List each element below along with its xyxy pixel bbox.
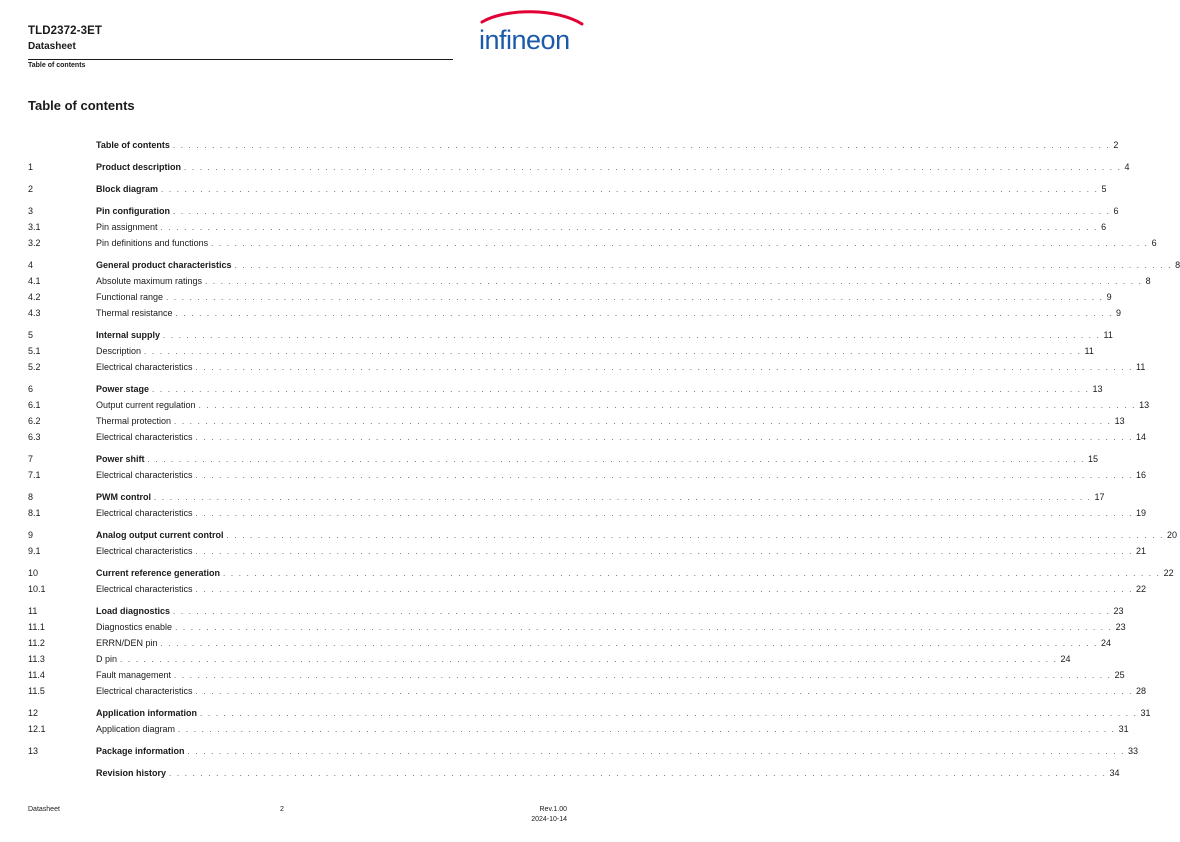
- toc-entry-page[interactable]: 6: [1113, 206, 1119, 216]
- toc-dot-leader: . . . . . . . . . . . . . . . . . . . . . . . . . . . . . . . . . . . . . . . . . . . . . . . . . . . . . . . . . . . . . . . . . . . . . . . . . . . . . . . . . . . . . . . . . . . . . . . . . . . . . . . . . . . . . . . . . . . . . . . .: [172, 140, 1111, 150]
- toc-section-entry[interactable]: [28, 619, 1126, 635]
- toc-dot-leader: . . . . . . . . . . . . . . . . . . . . . . . . . . . . . . . . . . . . . . . . . . . . . . . . . . . . . . . . . . . . . . . . . . . . . . . . . . . . . . . . . . . . . . . . . . . . . . . . . . . . . . . . . . . . . . . . . . . . . . . .: [198, 400, 1137, 410]
- toc-entry-number: 11.3: [28, 654, 45, 664]
- toc-dot-leader: . . . . . . . . . . . . . . . . . . . . . . . . . . . . . . . . . . . . . . . . . . . . . . . . . . . . . . . . . . . . . . . . . . . . . . . . . . . . . . . . . . . . . . . . . . . . . . . . . . . . . . . . . . . . . . . . . . . . . . . .: [154, 492, 1092, 502]
- toc-section-entry[interactable]: [28, 429, 1147, 445]
- toc-entry-title[interactable]: Description: [96, 346, 142, 356]
- toc-dot-leader: . . . . . . . . . . . . . . . . . . . . . . . . . . . . . . . . . . . . . . . . . . . . . . . . . . . . . . . . . . . . . . . . . . . . . . . . . . . . . . . . . . . . . . . . . . . . . . . . . . . . . . . . . . . . . . . . . . . . . . . .: [195, 508, 1134, 518]
- toc-chapter-entry[interactable]: [28, 381, 1103, 397]
- toc-chapter-entry[interactable]: [28, 203, 1119, 219]
- toc-entry-number: 9.1: [28, 546, 41, 556]
- toc-dot-leader: . . . . . . . . . . . . . . . . . . . . . . . . . . . . . . . . . . . . . . . . . . . . . . . . . . . . . . . . . . . . . . . . . . . . . . . . . . . . . . . . . . . . . . . . . . . . . . . . . . . . . . . . . . . . . . . . . . . . . . . .: [144, 346, 1082, 356]
- toc-dot-leader: . . . . . . . . . . . . . . . . . . . . . . . . . . . . . . . . . . . . . . . . . . . . . . . . . . . . . . . . . . . . . . . . . . . . . . . . . . . . . . . . . . . . . . . . . . . . . . . . . . . . . . . . . . . . . . . . . . . . . . . .: [160, 222, 1099, 232]
- toc-dot-leader: . . . . . . . . . . . . . . . . . . . . . . . . . . . . . . . . . . . . . . . . . . . . . . . . . . . . . . . . . . . . . . . . . . . . . . . . . . . . . . . . . . . . . . . . . . . . . . . . . . . . . . . . . . . . . . . . . . . . . . . .: [173, 206, 1111, 216]
- toc-entry-number: 3.2: [28, 238, 41, 248]
- toc-entry-page[interactable]: 8: [1145, 276, 1151, 286]
- toc-entry-page[interactable]: 23: [1115, 622, 1126, 632]
- toc-chapter-entry[interactable]: [28, 257, 1180, 273]
- toc-chapter-entry[interactable]: [28, 159, 1130, 175]
- toc-entry-title[interactable]: Thermal resistance: [96, 308, 173, 318]
- toc-entry-title[interactable]: General product characteristics: [96, 260, 232, 270]
- toc-entry-number: 9: [28, 530, 34, 540]
- toc-dot-leader: . . . . . . . . . . . . . . . . . . . . . . . . . . . . . . . . . . . . . . . . . . . . . . . . . . . . . . . . . . . . . . . . . . . . . . . . . . . . . . . . . . . . . . . . . . . . . . . . . . . . . . . . . . . . . . . . . . . . . . . .: [184, 162, 1122, 172]
- toc-entry-page[interactable]: 8: [1175, 260, 1180, 270]
- toc-entry-page[interactable]: 28: [1136, 686, 1147, 696]
- toc-entry-number: 10: [28, 568, 39, 578]
- toc-entry-page[interactable]: 9: [1106, 292, 1112, 302]
- toc-entry-title[interactable]: Diagnostics enable: [96, 622, 173, 632]
- toc-chapter-entry[interactable]: [28, 743, 1139, 759]
- toc-entry-number: 11.1: [28, 622, 45, 632]
- toc-entry-title[interactable]: Functional range: [96, 292, 164, 302]
- toc-entry-number: 6.1: [28, 400, 41, 410]
- toc-dot-leader: . . . . . . . . . . . . . . . . . . . . . . . . . . . . . . . . . . . . . . . . . . . . . . . . . . . . . . . . . . . . . . . . . . . . . . . . . . . . . . . . . . . . . . . . . . . . . . . . . . . . . . . . . . . . . . . . . . . . . . . .: [234, 260, 1173, 270]
- toc-section-entry[interactable]: [28, 219, 1107, 235]
- toc-section-entry[interactable]: [28, 413, 1125, 429]
- toc-section-entry[interactable]: [28, 359, 1146, 375]
- toc-entry-page[interactable]: 15: [1088, 454, 1099, 464]
- toc-entry-number: 7: [28, 454, 34, 464]
- toc-entry-page[interactable]: 16: [1136, 470, 1147, 480]
- toc-section-entry[interactable]: [28, 343, 1094, 359]
- toc-section-entry[interactable]: [28, 581, 1147, 597]
- toc-dot-leader: . . . . . . . . . . . . . . . . . . . . . . . . . . . . . . . . . . . . . . . . . . . . . . . . . . . . . . . . . . . . . . . . . . . . . . . . . . . . . . . . . . . . . . . . . . . . . . . . . . . . . . . . . . . . . . . . . . . . . . . .: [195, 470, 1134, 480]
- toc-entry-title[interactable]: Output current regulation: [96, 400, 196, 410]
- toc-entry-number: 4.2: [28, 292, 41, 302]
- toc-chapter-entry[interactable]: [28, 451, 1099, 467]
- toc-entry-title[interactable]: Package information: [96, 746, 185, 756]
- toc-entry-page[interactable]: 11: [1103, 330, 1113, 340]
- toc-entry-title[interactable]: Electrical characteristics: [96, 686, 193, 696]
- toc-dot-leader: . . . . . . . . . . . . . . . . . . . . . . . . . . . . . . . . . . . . . . . . . . . . . . . . . . . . . . . . . . . . . . . . . . . . . . . . . . . . . . . . . . . . . . . . . . . . . . . . . . . . . . . . . . . . . . . . . . . . . . . .: [223, 568, 1161, 578]
- toc-entry-page[interactable]: 5: [1101, 184, 1107, 194]
- toc-chapter-entry[interactable]: [28, 765, 1120, 781]
- toc-section-entry[interactable]: [28, 543, 1147, 559]
- toc-section-entry[interactable]: [28, 289, 1112, 305]
- toc-entry-number: 12: [28, 708, 39, 718]
- toc-entry-number: 11.2: [28, 638, 45, 648]
- toc-dot-leader: . . . . . . . . . . . . . . . . . . . . . . . . . . . . . . . . . . . . . . . . . . . . . . . . . . . . . . . . . . . . . . . . . . . . . . . . . . . . . . . . . . . . . . . . . . . . . . . . . . . . . . . . . . . . . . . . . . . . . . . .: [195, 686, 1134, 696]
- toc-section-entry[interactable]: [28, 683, 1147, 699]
- toc-dot-leader: . . . . . . . . . . . . . . . . . . . . . . . . . . . . . . . . . . . . . . . . . . . . . . . . . . . . . . . . . . . . . . . . . . . . . . . . . . . . . . . . . . . . . . . . . . . . . . . . . . . . . . . . . . . . . . . . . . . . . . . .: [160, 638, 1099, 648]
- toc-entry-page[interactable]: 22: [1136, 584, 1147, 594]
- toc-section-entry[interactable]: [28, 721, 1129, 737]
- toc-entry-title[interactable]: Application diagram: [96, 724, 176, 734]
- toc-entry-page[interactable]: 34: [1109, 768, 1120, 778]
- document-type: Datasheet: [28, 41, 76, 52]
- toc-entry-title[interactable]: Electrical characteristics: [96, 362, 193, 372]
- toc-entry-number: 4: [28, 260, 34, 270]
- toc-entry-number: 5.2: [28, 362, 41, 372]
- toc-dot-leader: . . . . . . . . . . . . . . . . . . . . . . . . . . . . . . . . . . . . . . . . . . . . . . . . . . . . . . . . . . . . . . . . . . . . . . . . . . . . . . . . . . . . . . . . . . . . . . . . . . . . . . . . . . . . . . . . . . . . . . . .: [169, 768, 1107, 778]
- toc-entry-title[interactable]: Electrical characteristics: [96, 508, 193, 518]
- toc-entry-number: 12.1: [28, 724, 46, 734]
- toc-entry-title[interactable]: Block diagram: [96, 184, 159, 194]
- toc-section-entry[interactable]: [28, 305, 1122, 321]
- toc-entry-title[interactable]: Load diagnostics: [96, 606, 171, 616]
- toc-entry-title[interactable]: Internal supply: [96, 330, 161, 340]
- toc-entry-title[interactable]: Analog output current control: [96, 530, 224, 540]
- toc-entry-page[interactable]: 19: [1136, 508, 1147, 518]
- toc-entry-page[interactable]: 33: [1128, 746, 1139, 756]
- toc-entry-title[interactable]: Product description: [96, 162, 182, 172]
- toc-entry-number: 3.1: [28, 222, 41, 232]
- toc-section-entry[interactable]: [28, 651, 1071, 667]
- table-of-contents: [28, 137, 1180, 781]
- toc-entry-number: 2: [28, 184, 34, 194]
- toc-entry-number: 8.1: [28, 508, 41, 518]
- toc-chapter-entry[interactable]: [28, 705, 1151, 721]
- toc-entry-number: 3: [28, 206, 34, 216]
- toc-entry-page[interactable]: 6: [1101, 222, 1107, 232]
- toc-entry-title[interactable]: Power shift: [96, 454, 145, 464]
- toc-entry-title[interactable]: Electrical characteristics: [96, 432, 193, 442]
- toc-entry-page[interactable]: 23: [1113, 606, 1124, 616]
- toc-entry-page[interactable]: 14: [1136, 432, 1147, 442]
- toc-entry-title[interactable]: Thermal protection: [96, 416, 172, 426]
- running-section-title: Table of contents: [28, 62, 86, 69]
- toc-chapter-entry[interactable]: [28, 565, 1174, 581]
- toc-entry-page[interactable]: 6: [1151, 238, 1157, 248]
- toc-entry-page[interactable]: 13: [1114, 416, 1125, 426]
- header-divider: [28, 59, 453, 60]
- toc-dot-leader: . . . . . . . . . . . . . . . . . . . . . . . . . . . . . . . . . . . . . . . . . . . . . . . . . . . . . . . . . . . . . . . . . . . . . . . . . . . . . . . . . . . . . . . . . . . . . . . . . . . . . . . . . . . . . . . . . . . . . . . .: [200, 708, 1138, 718]
- toc-entry-number: 1: [28, 162, 34, 172]
- toc-dot-leader: . . . . . . . . . . . . . . . . . . . . . . . . . . . . . . . . . . . . . . . . . . . . . . . . . . . . . . . . . . . . . . . . . . . . . . . . . . . . . . . . . . . . . . . . . . . . . . . . . . . . . . . . . . . . . . . . . . . . . . . .: [195, 362, 1134, 372]
- toc-entry-number: 11: [28, 606, 38, 616]
- toc-entry-title[interactable]: D pin: [96, 654, 118, 664]
- toc-chapter-entry[interactable]: [28, 137, 1119, 153]
- toc-entry-title[interactable]: Fault management: [96, 670, 172, 680]
- toc-entry-title[interactable]: Pin configuration: [96, 206, 170, 216]
- toc-dot-leader: . . . . . . . . . . . . . . . . . . . . . . . . . . . . . . . . . . . . . . . . . . . . . . . . . . . . . . . . . . . . . . . . . . . . . . . . . . . . . . . . . . . . . . . . . . . . . . . . . . . . . . . . . . . . . . . . . . . . . . . .: [147, 454, 1086, 464]
- toc-dot-leader: . . . . . . . . . . . . . . . . . . . . . . . . . . . . . . . . . . . . . . . . . . . . . . . . . . . . . . . . . . . . . . . . . . . . . . . . . . . . . . . . . . . . . . . . . . . . . . . . . . . . . . . . . . . . . . . . . . . . . . . .: [211, 238, 1149, 248]
- toc-entry-page[interactable]: 4: [1124, 162, 1130, 172]
- toc-entry-title[interactable]: Electrical characteristics: [96, 584, 193, 594]
- footer-doc-type: Datasheet: [28, 806, 60, 813]
- toc-entry-title[interactable]: PWM control: [96, 492, 151, 502]
- toc-chapter-entry[interactable]: [28, 181, 1107, 197]
- toc-dot-leader: . . . . . . . . . . . . . . . . . . . . . . . . . . . . . . . . . . . . . . . . . . . . . . . . . . . . . . . . . . . . . . . . . . . . . . . . . . . . . . . . . . . . . . . . . . . . . . . . . . . . . . . . . . . . . . . . . . . . . . . .: [205, 276, 1143, 286]
- toc-entry-page[interactable]: 31: [1140, 708, 1151, 718]
- toc-entry-number: 5: [28, 330, 34, 340]
- toc-entry-page[interactable]: 20: [1167, 530, 1178, 540]
- toc-entry-title[interactable]: ERRN/DEN pin: [96, 638, 158, 648]
- toc-entry-number: 4.1: [28, 276, 41, 286]
- toc-entry-number: 7.1: [28, 470, 41, 480]
- toc-entry-number: 6: [28, 384, 34, 394]
- toc-entry-number: 10.1: [28, 584, 46, 594]
- infineon-logo: [476, 10, 590, 60]
- toc-entry-number: 6.2: [28, 416, 41, 426]
- toc-entry-title[interactable]: Absolute maximum ratings: [96, 276, 203, 286]
- toc-dot-leader: . . . . . . . . . . . . . . . . . . . . . . . . . . . . . . . . . . . . . . . . . . . . . . . . . . . . . . . . . . . . . . . . . . . . . . . . . . . . . . . . . . . . . . . . . . . . . . . . . . . . . . . . . . . . . . . . . . . . . . . .: [163, 330, 1101, 340]
- toc-entry-number: 8: [28, 492, 34, 502]
- toc-entry-page[interactable]: 24: [1101, 638, 1112, 648]
- toc-entry-page[interactable]: 17: [1094, 492, 1105, 502]
- footer-revision: Rev.1.00: [539, 806, 567, 813]
- toc-entry-title[interactable]: Application information: [96, 708, 197, 718]
- toc-dot-leader: . . . . . . . . . . . . . . . . . . . . . . . . . . . . . . . . . . . . . . . . . . . . . . . . . . . . . . . . . . . . . . . . . . . . . . . . . . . . . . . . . . . . . . . . . . . . . . . . . . . . . . . . . . . . . . . . . . . . . . . .: [175, 308, 1114, 318]
- toc-entry-title[interactable]: Power stage: [96, 384, 150, 394]
- toc-entry-number: 11.4: [28, 670, 45, 680]
- toc-dot-leader: . . . . . . . . . . . . . . . . . . . . . . . . . . . . . . . . . . . . . . . . . . . . . . . . . . . . . . . . . . . . . . . . . . . . . . . . . . . . . . . . . . . . . . . . . . . . . . . . . . . . . . . . . . . . . . . . . . . . . . . .: [226, 530, 1165, 540]
- toc-entry-page[interactable]: 13: [1092, 384, 1103, 394]
- toc-dot-leader: . . . . . . . . . . . . . . . . . . . . . . . . . . . . . . . . . . . . . . . . . . . . . . . . . . . . . . . . . . . . . . . . . . . . . . . . . . . . . . . . . . . . . . . . . . . . . . . . . . . . . . . . . . . . . . . . . . . . . . . .: [187, 746, 1126, 756]
- toc-entry-title[interactable]: Pin assignment: [96, 222, 158, 232]
- toc-entry-page[interactable]: 11: [1084, 346, 1094, 356]
- toc-entry-page[interactable]: 13: [1139, 400, 1150, 410]
- toc-section-entry[interactable]: [28, 397, 1150, 413]
- toc-dot-leader: . . . . . . . . . . . . . . . . . . . . . . . . . . . . . . . . . . . . . . . . . . . . . . . . . . . . . . . . . . . . . . . . . . . . . . . . . . . . . . . . . . . . . . . . . . . . . . . . . . . . . . . . . . . . . . . . . . . . . . . .: [152, 384, 1090, 394]
- toc-section-entry[interactable]: [28, 667, 1125, 683]
- toc-dot-leader: . . . . . . . . . . . . . . . . . . . . . . . . . . . . . . . . . . . . . . . . . . . . . . . . . . . . . . . . . . . . . . . . . . . . . . . . . . . . . . . . . . . . . . . . . . . . . . . . . . . . . . . . . . . . . . . . . . . . . . . .: [120, 654, 1058, 664]
- toc-entry-page[interactable]: 2: [1113, 140, 1119, 150]
- toc-entry-page[interactable]: 31: [1118, 724, 1129, 734]
- toc-entry-number: 5.1: [28, 346, 41, 356]
- toc-chapter-entry[interactable]: [28, 489, 1105, 505]
- toc-entry-title[interactable]: Electrical characteristics: [96, 546, 193, 556]
- toc-entry-page[interactable]: 24: [1060, 654, 1071, 664]
- toc-dot-leader: . . . . . . . . . . . . . . . . . . . . . . . . . . . . . . . . . . . . . . . . . . . . . . . . . . . . . . . . . . . . . . . . . . . . . . . . . . . . . . . . . . . . . . . . . . . . . . . . . . . . . . . . . . . . . . . . . . . . . . . .: [195, 432, 1134, 442]
- toc-entry-page[interactable]: 25: [1114, 670, 1125, 680]
- toc-section-entry[interactable]: [28, 635, 1112, 651]
- toc-entry-page[interactable]: 22: [1163, 568, 1174, 578]
- toc-section-entry[interactable]: [28, 467, 1147, 483]
- toc-entry-page[interactable]: 11: [1136, 362, 1146, 372]
- toc-dot-leader: . . . . . . . . . . . . . . . . . . . . . . . . . . . . . . . . . . . . . . . . . . . . . . . . . . . . . . . . . . . . . . . . . . . . . . . . . . . . . . . . . . . . . . . . . . . . . . . . . . . . . . . . . . . . . . . . . . . . . . . .: [195, 546, 1134, 556]
- toc-section-entry[interactable]: [28, 505, 1147, 521]
- toc-dot-leader: . . . . . . . . . . . . . . . . . . . . . . . . . . . . . . . . . . . . . . . . . . . . . . . . . . . . . . . . . . . . . . . . . . . . . . . . . . . . . . . . . . . . . . . . . . . . . . . . . . . . . . . . . . . . . . . . . . . . . . . .: [195, 584, 1134, 594]
- brand-wordmark: infineon: [479, 25, 570, 55]
- toc-chapter-entry[interactable]: [28, 603, 1124, 619]
- document-product-name: TLD2372-3ET: [28, 25, 102, 37]
- toc-entry-page[interactable]: 9: [1116, 308, 1122, 318]
- toc-chapter-entry[interactable]: [28, 327, 1113, 343]
- toc-entry-number: 6.3: [28, 432, 41, 442]
- footer-date: 2024-10-14: [531, 816, 567, 823]
- toc-section-entry[interactable]: [28, 235, 1157, 251]
- toc-entry-title[interactable]: Current reference generation: [96, 568, 221, 578]
- page-title: Table of contents: [28, 98, 135, 113]
- toc-entry-title[interactable]: Electrical characteristics: [96, 470, 193, 480]
- toc-dot-leader: . . . . . . . . . . . . . . . . . . . . . . . . . . . . . . . . . . . . . . . . . . . . . . . . . . . . . . . . . . . . . . . . . . . . . . . . . . . . . . . . . . . . . . . . . . . . . . . . . . . . . . . . . . . . . . . . . . . . . . . .: [178, 724, 1116, 734]
- toc-chapter-entry[interactable]: [28, 527, 1178, 543]
- footer-page-number: 2: [280, 806, 284, 813]
- toc-entry-number: 13: [28, 746, 39, 756]
- toc-dot-leader: . . . . . . . . . . . . . . . . . . . . . . . . . . . . . . . . . . . . . . . . . . . . . . . . . . . . . . . . . . . . . . . . . . . . . . . . . . . . . . . . . . . . . . . . . . . . . . . . . . . . . . . . . . . . . . . . . . . . . . . .: [173, 606, 1111, 616]
- toc-dot-leader: . . . . . . . . . . . . . . . . . . . . . . . . . . . . . . . . . . . . . . . . . . . . . . . . . . . . . . . . . . . . . . . . . . . . . . . . . . . . . . . . . . . . . . . . . . . . . . . . . . . . . . . . . . . . . . . . . . . . . . . .: [174, 670, 1112, 680]
- toc-dot-leader: . . . . . . . . . . . . . . . . . . . . . . . . . . . . . . . . . . . . . . . . . . . . . . . . . . . . . . . . . . . . . . . . . . . . . . . . . . . . . . . . . . . . . . . . . . . . . . . . . . . . . . . . . . . . . . . . . . . . . . . .: [174, 416, 1112, 426]
- toc-entry-page[interactable]: 21: [1136, 546, 1147, 556]
- toc-section-entry[interactable]: [28, 273, 1151, 289]
- toc-dot-leader: . . . . . . . . . . . . . . . . . . . . . . . . . . . . . . . . . . . . . . . . . . . . . . . . . . . . . . . . . . . . . . . . . . . . . . . . . . . . . . . . . . . . . . . . . . . . . . . . . . . . . . . . . . . . . . . . . . . . . . . .: [166, 292, 1104, 302]
- toc-entry-number: 4.3: [28, 308, 41, 318]
- toc-entry-title[interactable]: Revision history: [96, 768, 167, 778]
- toc-dot-leader: . . . . . . . . . . . . . . . . . . . . . . . . . . . . . . . . . . . . . . . . . . . . . . . . . . . . . . . . . . . . . . . . . . . . . . . . . . . . . . . . . . . . . . . . . . . . . . . . . . . . . . . . . . . . . . . . . . . . . . . .: [161, 184, 1099, 194]
- toc-dot-leader: . . . . . . . . . . . . . . . . . . . . . . . . . . . . . . . . . . . . . . . . . . . . . . . . . . . . . . . . . . . . . . . . . . . . . . . . . . . . . . . . . . . . . . . . . . . . . . . . . . . . . . . . . . . . . . . . . . . . . . . .: [175, 622, 1113, 632]
- toc-entry-title[interactable]: Table of contents: [96, 140, 170, 150]
- toc-entry-number: 11.5: [28, 686, 45, 696]
- toc-entry-title[interactable]: Pin definitions and functions: [96, 238, 209, 248]
